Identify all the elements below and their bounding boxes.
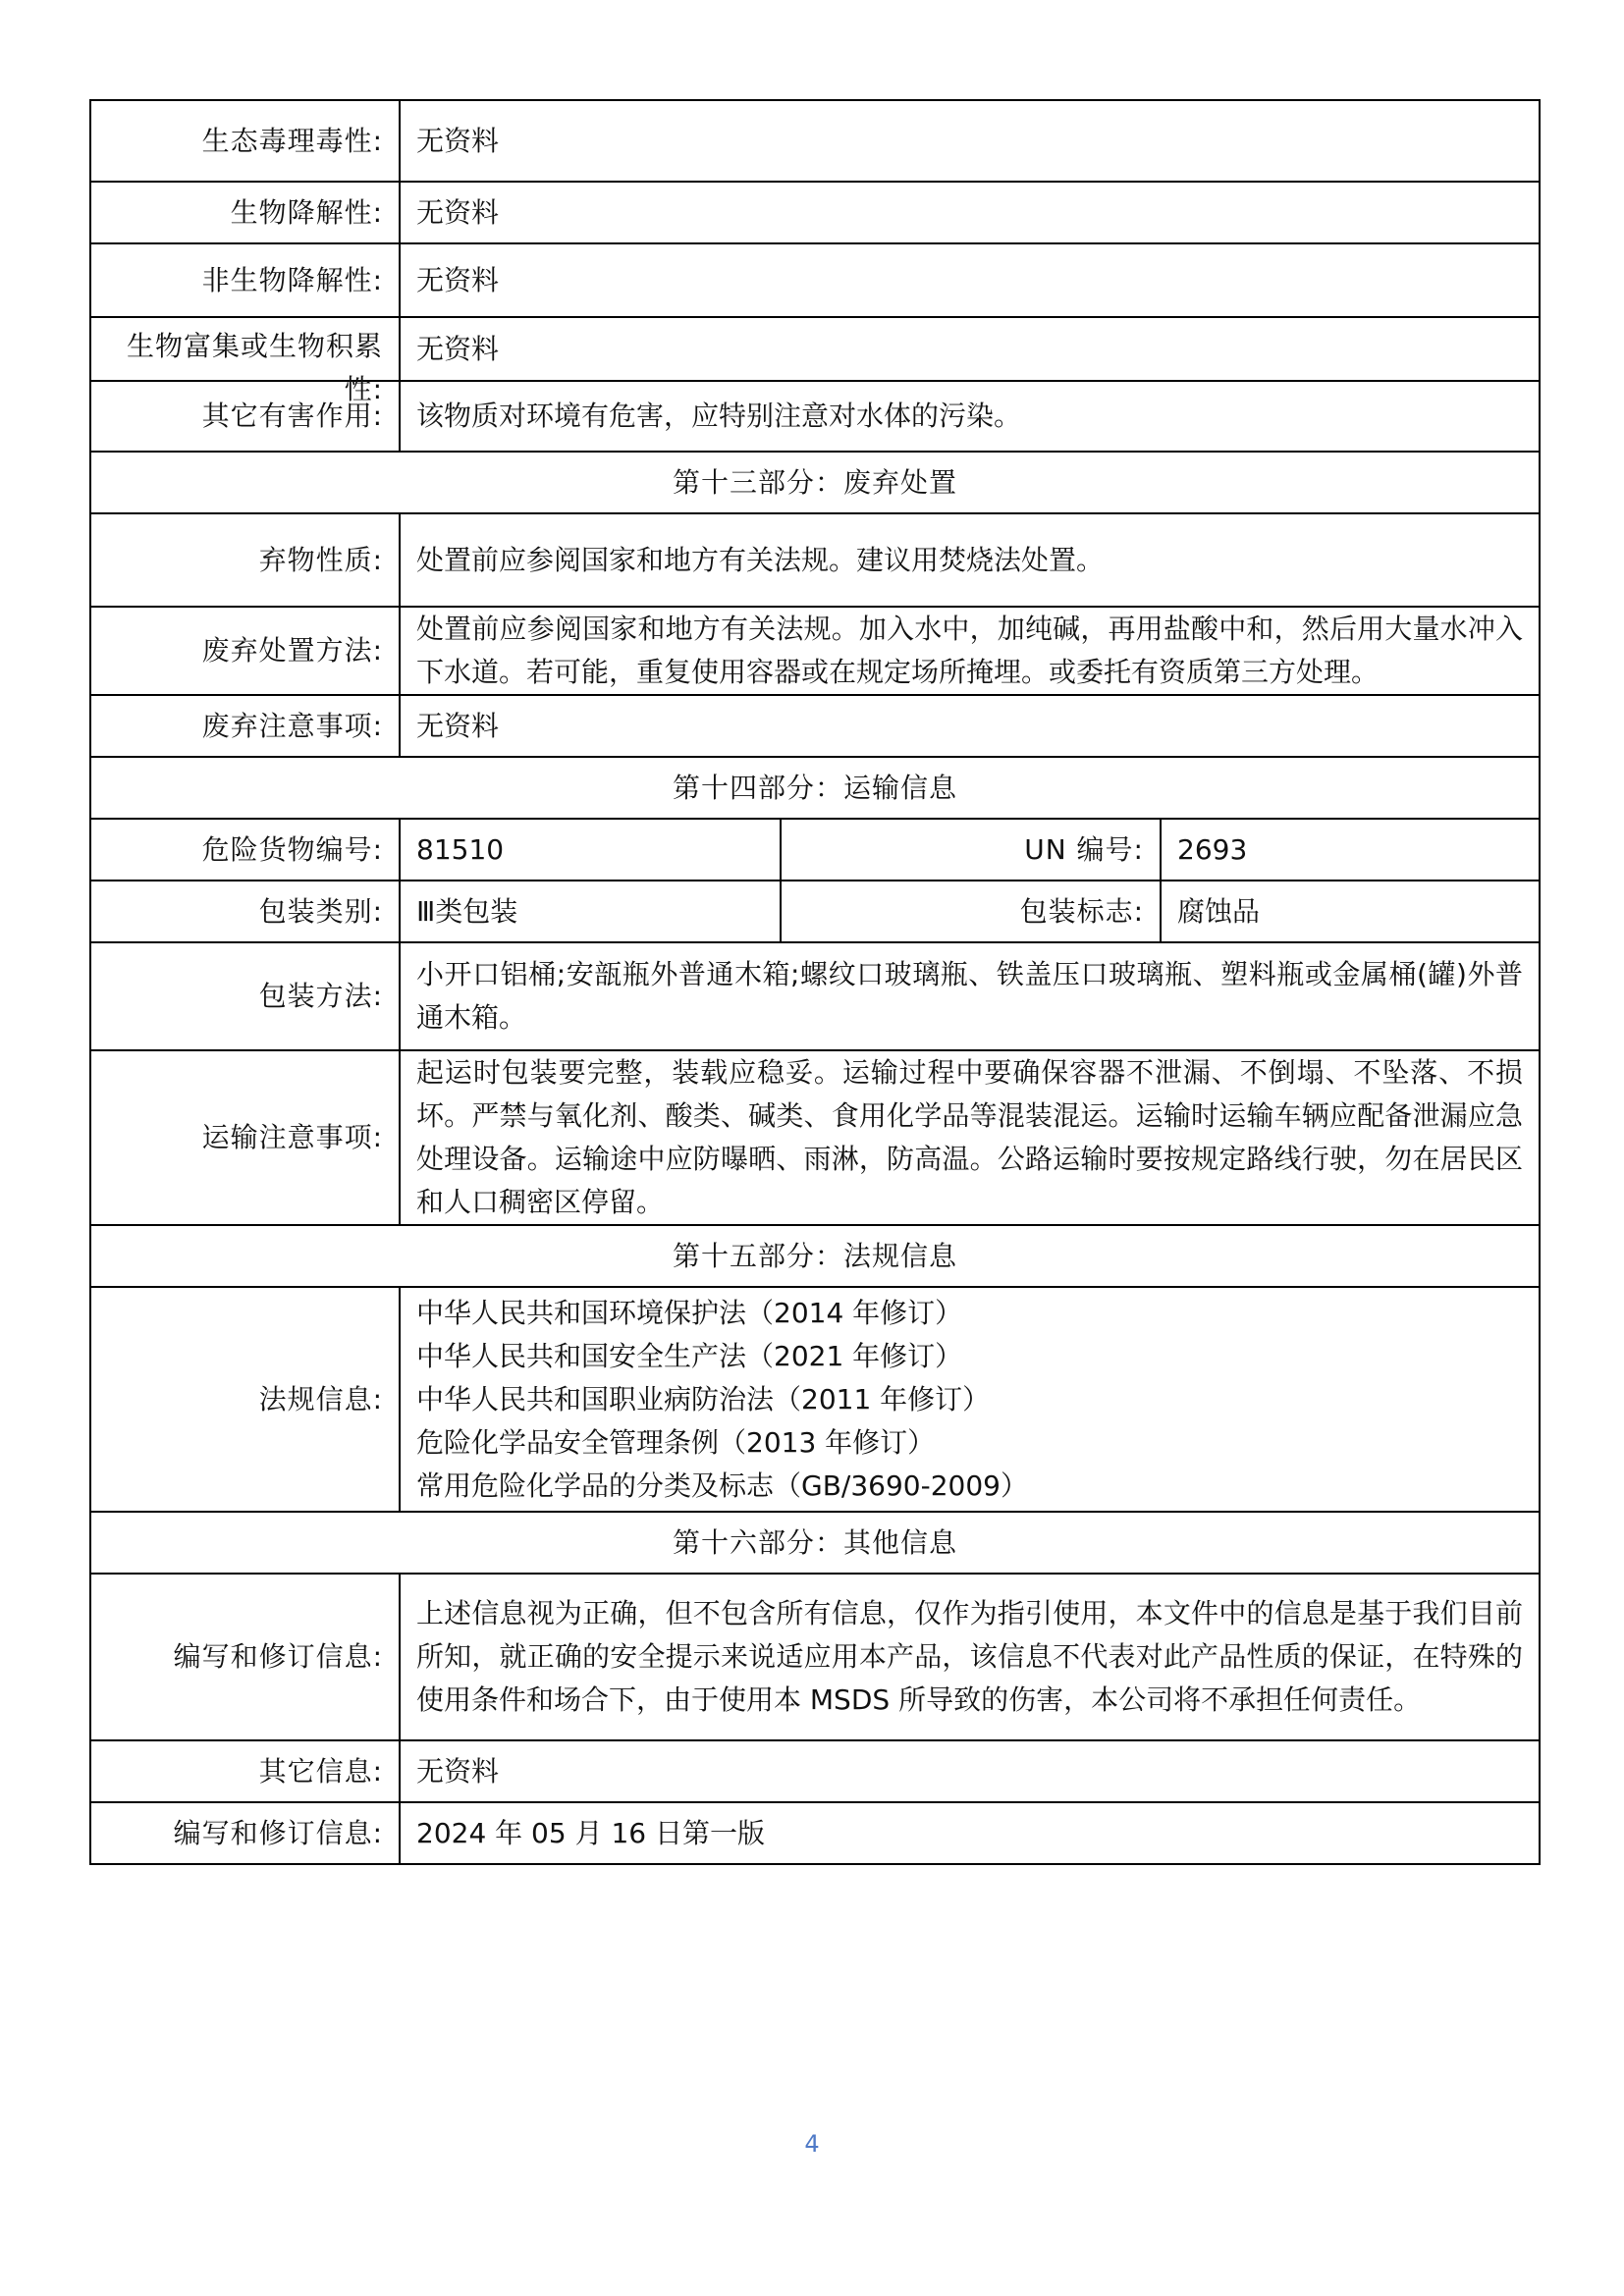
disposal-method-value (400, 607, 1540, 695)
table-row (90, 182, 1540, 243)
packaging-mark-label: 包装标志: (781, 881, 1161, 942)
other-harmful-effects-value: 该物质对环境有危害，应特别注意对水体的污染。 (400, 381, 1540, 452)
disposal-notes-value: 无资料 (400, 695, 1540, 757)
transport-notes-value (400, 1050, 1540, 1225)
table-row (90, 757, 1540, 819)
waste-properties-value: 处置前应参阅国家和地方有关法规。建议用焚烧法处置。 (400, 513, 1540, 607)
table-row (90, 1287, 1540, 1512)
bioaccumulation-label (90, 317, 400, 405)
table-row (90, 1802, 1540, 1864)
table-row (90, 942, 1540, 1050)
disposal-method-text: 处置前应参阅国家和地方有关法规。加入水中，加纯碱，再用盐酸中和，然后用大量水冲入下水道。若可能，重复使用容器或在规定场所掩埋。或委托有资质第三方处理。 (416, 613, 1524, 688)
regulation-item: 中华人民共和国环境保护法（2014 年修订） (416, 1296, 963, 1329)
dangerous-goods-number-label: 危险货物编号: (90, 819, 400, 881)
table-row (90, 1574, 1540, 1740)
regulations-list (400, 1287, 1540, 1512)
table-row (90, 452, 1540, 513)
non-biodegradability-label: 非生物降解性: (90, 243, 400, 317)
regulation-item: 中华人民共和国安全生产法（2021 年修订） (416, 1339, 963, 1372)
dangerous-goods-number-value: 81510 (400, 819, 781, 881)
packaging-mark-value: 腐蚀品 (1161, 881, 1540, 942)
bioaccumulation-label-text: 生物富集或生物积累性: (126, 329, 383, 405)
table-row (90, 381, 1540, 452)
packaging-method-label: 包装方法: (90, 942, 400, 1050)
revision-info-value (400, 1574, 1540, 1740)
table-row (90, 1225, 1540, 1287)
table-row (90, 513, 1540, 607)
regulations-label: 法规信息: (90, 1287, 400, 1512)
section-13-heading: 第十三部分：废弃处置 (90, 452, 1540, 513)
table-row (90, 881, 1540, 942)
un-number-value: 2693 (1161, 819, 1540, 881)
page-number: 4 (804, 2130, 820, 2158)
regulation-item: 中华人民共和国职业病防治法（2011 年修订） (416, 1382, 991, 1415)
packaging-class-value: Ⅲ类包装 (400, 881, 781, 942)
non-biodegradability-value: 无资料 (400, 243, 1540, 317)
section-16-heading: 第十六部分：其他信息 (90, 1512, 1540, 1574)
table-row (90, 243, 1540, 317)
table-row (90, 100, 1540, 182)
ecotoxicity-label: 生态毒理毒性: (90, 100, 400, 182)
table-row (90, 695, 1540, 757)
table-row (90, 1050, 1540, 1225)
revision-info-text: 上述信息视为正确，但不包含所有信息，仅作为指引使用，本文件中的信息是基于我们目前所知，就正确的安全提示来说适应用本产品，该信息不代表对此产品性质的保证，在特殊的使用条件和场合下，由于使用本 MSDS 所导致的伤害，本公司将不承担任何责任。 (416, 1597, 1524, 1716)
packaging-method-text: 小开口铝桶;安瓿瓶外普通木箱;螺纹口玻璃瓶、铁盖压口玻璃瓶、塑料瓶或金属桶(罐)外普通木箱。 (416, 958, 1524, 1034)
packaging-method-value (400, 942, 1540, 1050)
revision-info-label: 编写和修订信息: (90, 1574, 400, 1740)
disposal-method-label: 废弃处置方法: (90, 607, 400, 695)
table-row (90, 1740, 1540, 1802)
section-15-heading: 第十五部分：法规信息 (90, 1225, 1540, 1287)
section-14-heading: 第十四部分：运输信息 (90, 757, 1540, 819)
bioaccumulation-value: 无资料 (400, 317, 1540, 381)
table-row (90, 1512, 1540, 1574)
waste-properties-label: 弃物性质: (90, 513, 400, 607)
disposal-notes-label: 废弃注意事项: (90, 695, 400, 757)
regulation-item: 常用危险化学品的分类及标志（GB/3690-2009） (416, 1468, 1028, 1502)
transport-notes-text: 起运时包装要完整，装载应稳妥。运输过程中要确保容器不泄漏、不倒塌、不坠落、不损坏。严禁与氧化剂、酸类、碱类、食用化学品等混装混运。运输时运输车辆应配备泄漏应急处理设备。运输途中应防曝晒、雨淋，防高温。公路运输时要按规定路线行驶，勿在居民区和人口稠密区停留。 (416, 1056, 1524, 1218)
sds-table (89, 99, 1541, 1865)
other-info-value: 无资料 (400, 1740, 1540, 1802)
other-harmful-effects-label: 其它有害作用: (90, 381, 400, 452)
transport-notes-label: 运输注意事项: (90, 1050, 400, 1225)
other-info-label: 其它信息: (90, 1740, 400, 1802)
table-row (90, 819, 1540, 881)
biodegradability-label: 生物降解性: (90, 182, 400, 243)
ecotoxicity-value: 无资料 (400, 100, 1540, 182)
revision-date-label: 编写和修订信息: (90, 1802, 400, 1864)
packaging-class-label: 包装类别: (90, 881, 400, 942)
biodegradability-value: 无资料 (400, 182, 1540, 243)
table-row (90, 317, 1540, 381)
regulation-item: 危险化学品安全管理条例（2013 年修订） (416, 1425, 936, 1459)
revision-date-value: 2024 年 05 月 16 日第一版 (400, 1802, 1540, 1864)
un-number-label: UN 编号: (781, 819, 1161, 881)
table-row (90, 607, 1540, 695)
